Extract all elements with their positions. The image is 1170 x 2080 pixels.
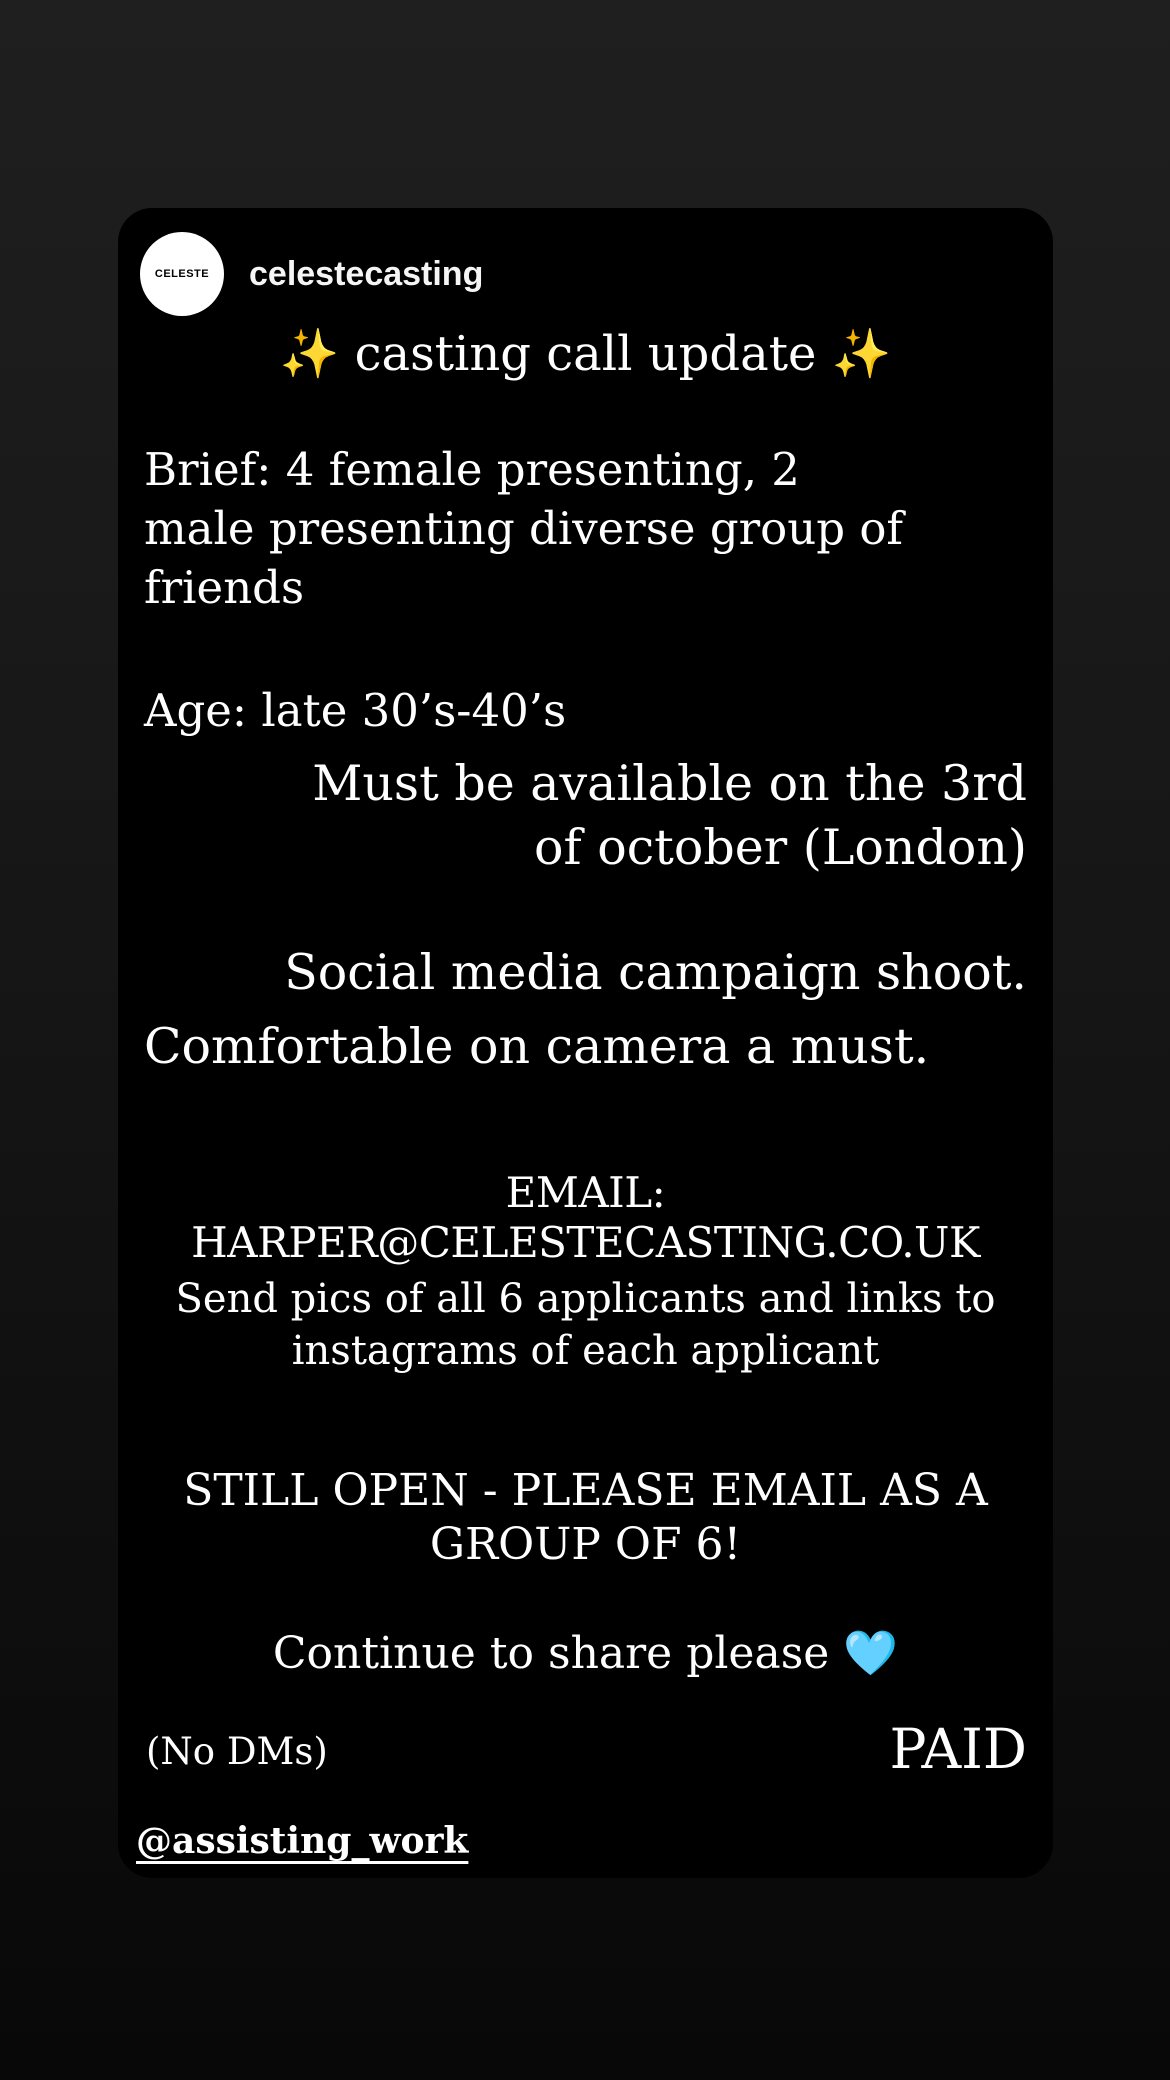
brief-text: Brief: 4 female presenting, 2 male presenting diverse group of friends — [144, 443, 904, 614]
comfortable-text: Comfortable on camera a must. — [144, 1018, 930, 1075]
no-dms-text: (No DMs) — [146, 1730, 328, 1773]
send-instructions-text: Send pics of all 6 applicants and links to instagrams of each applicant — [175, 1276, 996, 1374]
casting-title — [118, 326, 1053, 384]
availability-text: Must be available on the 3rd of october (London) — [312, 755, 1027, 876]
title-text: casting call update — [339, 326, 832, 382]
social-campaign-text: Social media campaign shoot. — [284, 944, 1027, 1001]
heart-icon: 🩵 — [843, 1628, 899, 1679]
avatar[interactable] — [140, 232, 224, 316]
age-text: Age: late 30’s-40’s — [144, 684, 567, 737]
continue-label: Continue to share please — [272, 1628, 844, 1679]
still-open-text: STILL OPEN - PLEASE EMAIL AS A GROUP OF 6! — [183, 1465, 988, 1570]
avatar-logo-text: CELESTE — [154, 268, 210, 280]
story-header — [140, 232, 483, 316]
sparkles-icon: ✨ — [831, 326, 892, 382]
paid-text: PAID — [889, 1717, 1027, 1781]
continue-share-text — [118, 1628, 1053, 1681]
sparkles-icon: ✨ — [279, 326, 340, 382]
email-text: EMAIL: HARPER@CELESTECASTING.CO.UK — [191, 1168, 980, 1268]
mention-link[interactable]: @assisting_work — [136, 1820, 469, 1862]
story-card — [118, 208, 1053, 1878]
username[interactable]: celestecasting — [249, 254, 484, 293]
